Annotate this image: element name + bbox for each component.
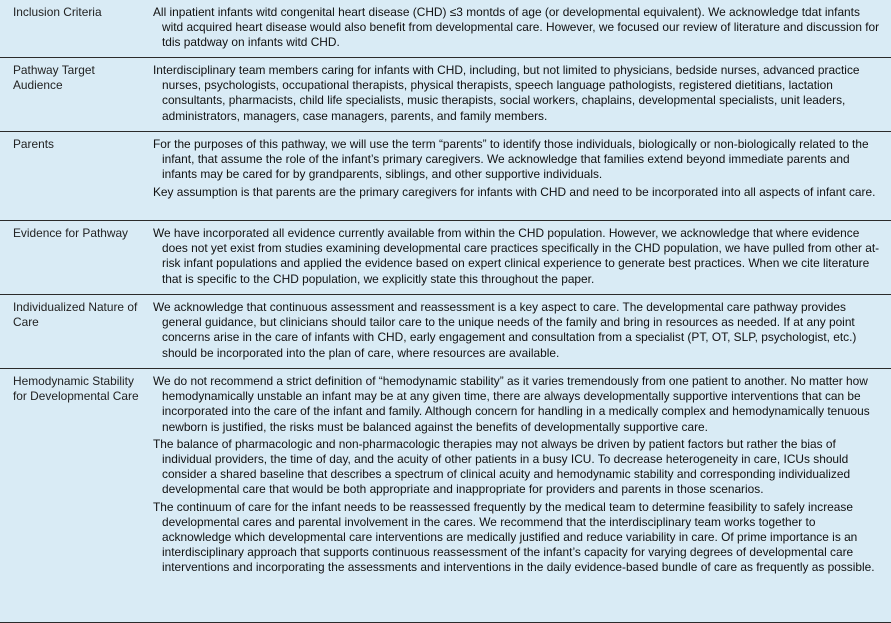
row-content [146,58,891,131]
row-label: Pathway Target Audience [13,63,95,93]
row-content [146,369,891,622]
row-content [146,0,891,57]
row-paragraph: Key assumption is that parents are the primary caregivers for infants with CHD and need to be incorporated into all aspects of infant care. [153,184,876,199]
table-row-individualized-nature-of-care [0,295,891,369]
row-label: Hemodynamic Stability for Developmental Care [13,374,139,404]
table-row-pathway-target-audience [0,58,891,132]
row-label: Individualized Nature of Care [13,300,138,330]
row-paragraph: We have incorporated all evidence currently available from within the CHD population. However, we acknowledge that where evidence does not yet exist from studies examining developmental care practices specifically in the CHD population, we have pulled from other at-risk infant populations and applied the evidence based on expert clinical experience to generate best practices. When we cite literature that is specific to the CHD population, we explicitly state this throughout the paper. [153,226,880,286]
row-content [146,221,891,294]
row-paragraph: We acknowledge that continuous assessment and reassessment is a key aspect to care. The developmental care pathway provides general guidance, but clinicians should tailor care to the unique needs of the family and bring in resources as needed. If at any point concerns arise in the care of infants with CHD, early engagement and consultation from a specialist (PT, OT, SLP, psychologist, etc.) should be incorporated into the plan of care, where resources are available. [153,300,857,360]
row-paragraph: All inpatient infants witd congenital heart disease (CHD) ≤3 montds of age (or developmental equivalent). We acknowledge tdat infants witd acquired heart disease would also benefit from developmental care. However, we focused our review of literature and discussion for tdis patdway on infants witd CHD. [153,5,880,50]
row-content [146,132,891,220]
table-row-hemodynamic-stability [0,369,891,623]
row-label: Parents [13,137,54,151]
row-content [146,295,891,368]
row-label: Evidence for Pathway [13,226,129,240]
table-row-evidence-for-pathway [0,221,891,295]
table-row-inclusion-criteria [0,0,891,58]
row-paragraph: The balance of pharmacologic and non-pharmacologic therapies may not always be driven by patient factors but rather the bias of individual providers, the time of day, and the acuity of other patients in a busy ICU. To decrease heterogeneity in care, ICUs should consider a shared baseline that describes a spectrum of clinical acuity and hemodynamic stability and corresponding individualized developmental care that would be both appropriate and inappropriate for providers and parents in those scenarios. [153,436,851,497]
row-label: Inclusion Criteria [13,5,102,19]
row-paragraph: Interdisciplinary team members caring for infants with CHD, including, but not limited to physicians, bedside nurses, advanced practice nurses, psychologists, occupational therapists, physical therapists, speech language pathologists, registered dietitians, lactation consultants, pharmacists, child life specialists, music therapists, social workers, chaplains, developmental specialists, unit leaders, administrators, managers, case managers, parents, and family members. [153,63,860,123]
row-paragraph: The continuum of care for the infant needs to be reassessed frequently by the medical team to determine feasibility to safely increase developmental cares and parental involvement in the cares. We recommend that the interdisciplinary team works together to acknowledge which developmental care interventions are medically justified and reduce variability in care. Of prime importance is an interdisciplinary approach that supports continuous reassessment of the infant’s capacity for varying degrees of developmental care interventions and incorporating the assessments and interventions in the daily evidence-based bundle of care as frequently as possible. [153,499,875,575]
table-row-parents [0,132,891,221]
row-paragraph: For the purposes of this pathway, we will use the term “parents” to identify those individuals, biologically or non-biologically related to the infant, that assume the role of the infant’s primary caregivers. We acknowledge that families extend beyond immediate parents and infants may be cared for by grandparents, siblings, and other supportive individuals. [153,137,869,182]
row-paragraph: We do not recommend a strict definition of “hemodynamic stability” as it varies tremendously from one patient to another. No matter how hemodynamically unstable an infant may be at any given time, there are always developmentally supportive interventions that can be incorporated into the care of the infant and family. Although concern for handling in a medically complex and hemodynamically tenuous newborn is justified, the risks must be balanced against the benefits of developmentally supportive care. [153,374,870,434]
